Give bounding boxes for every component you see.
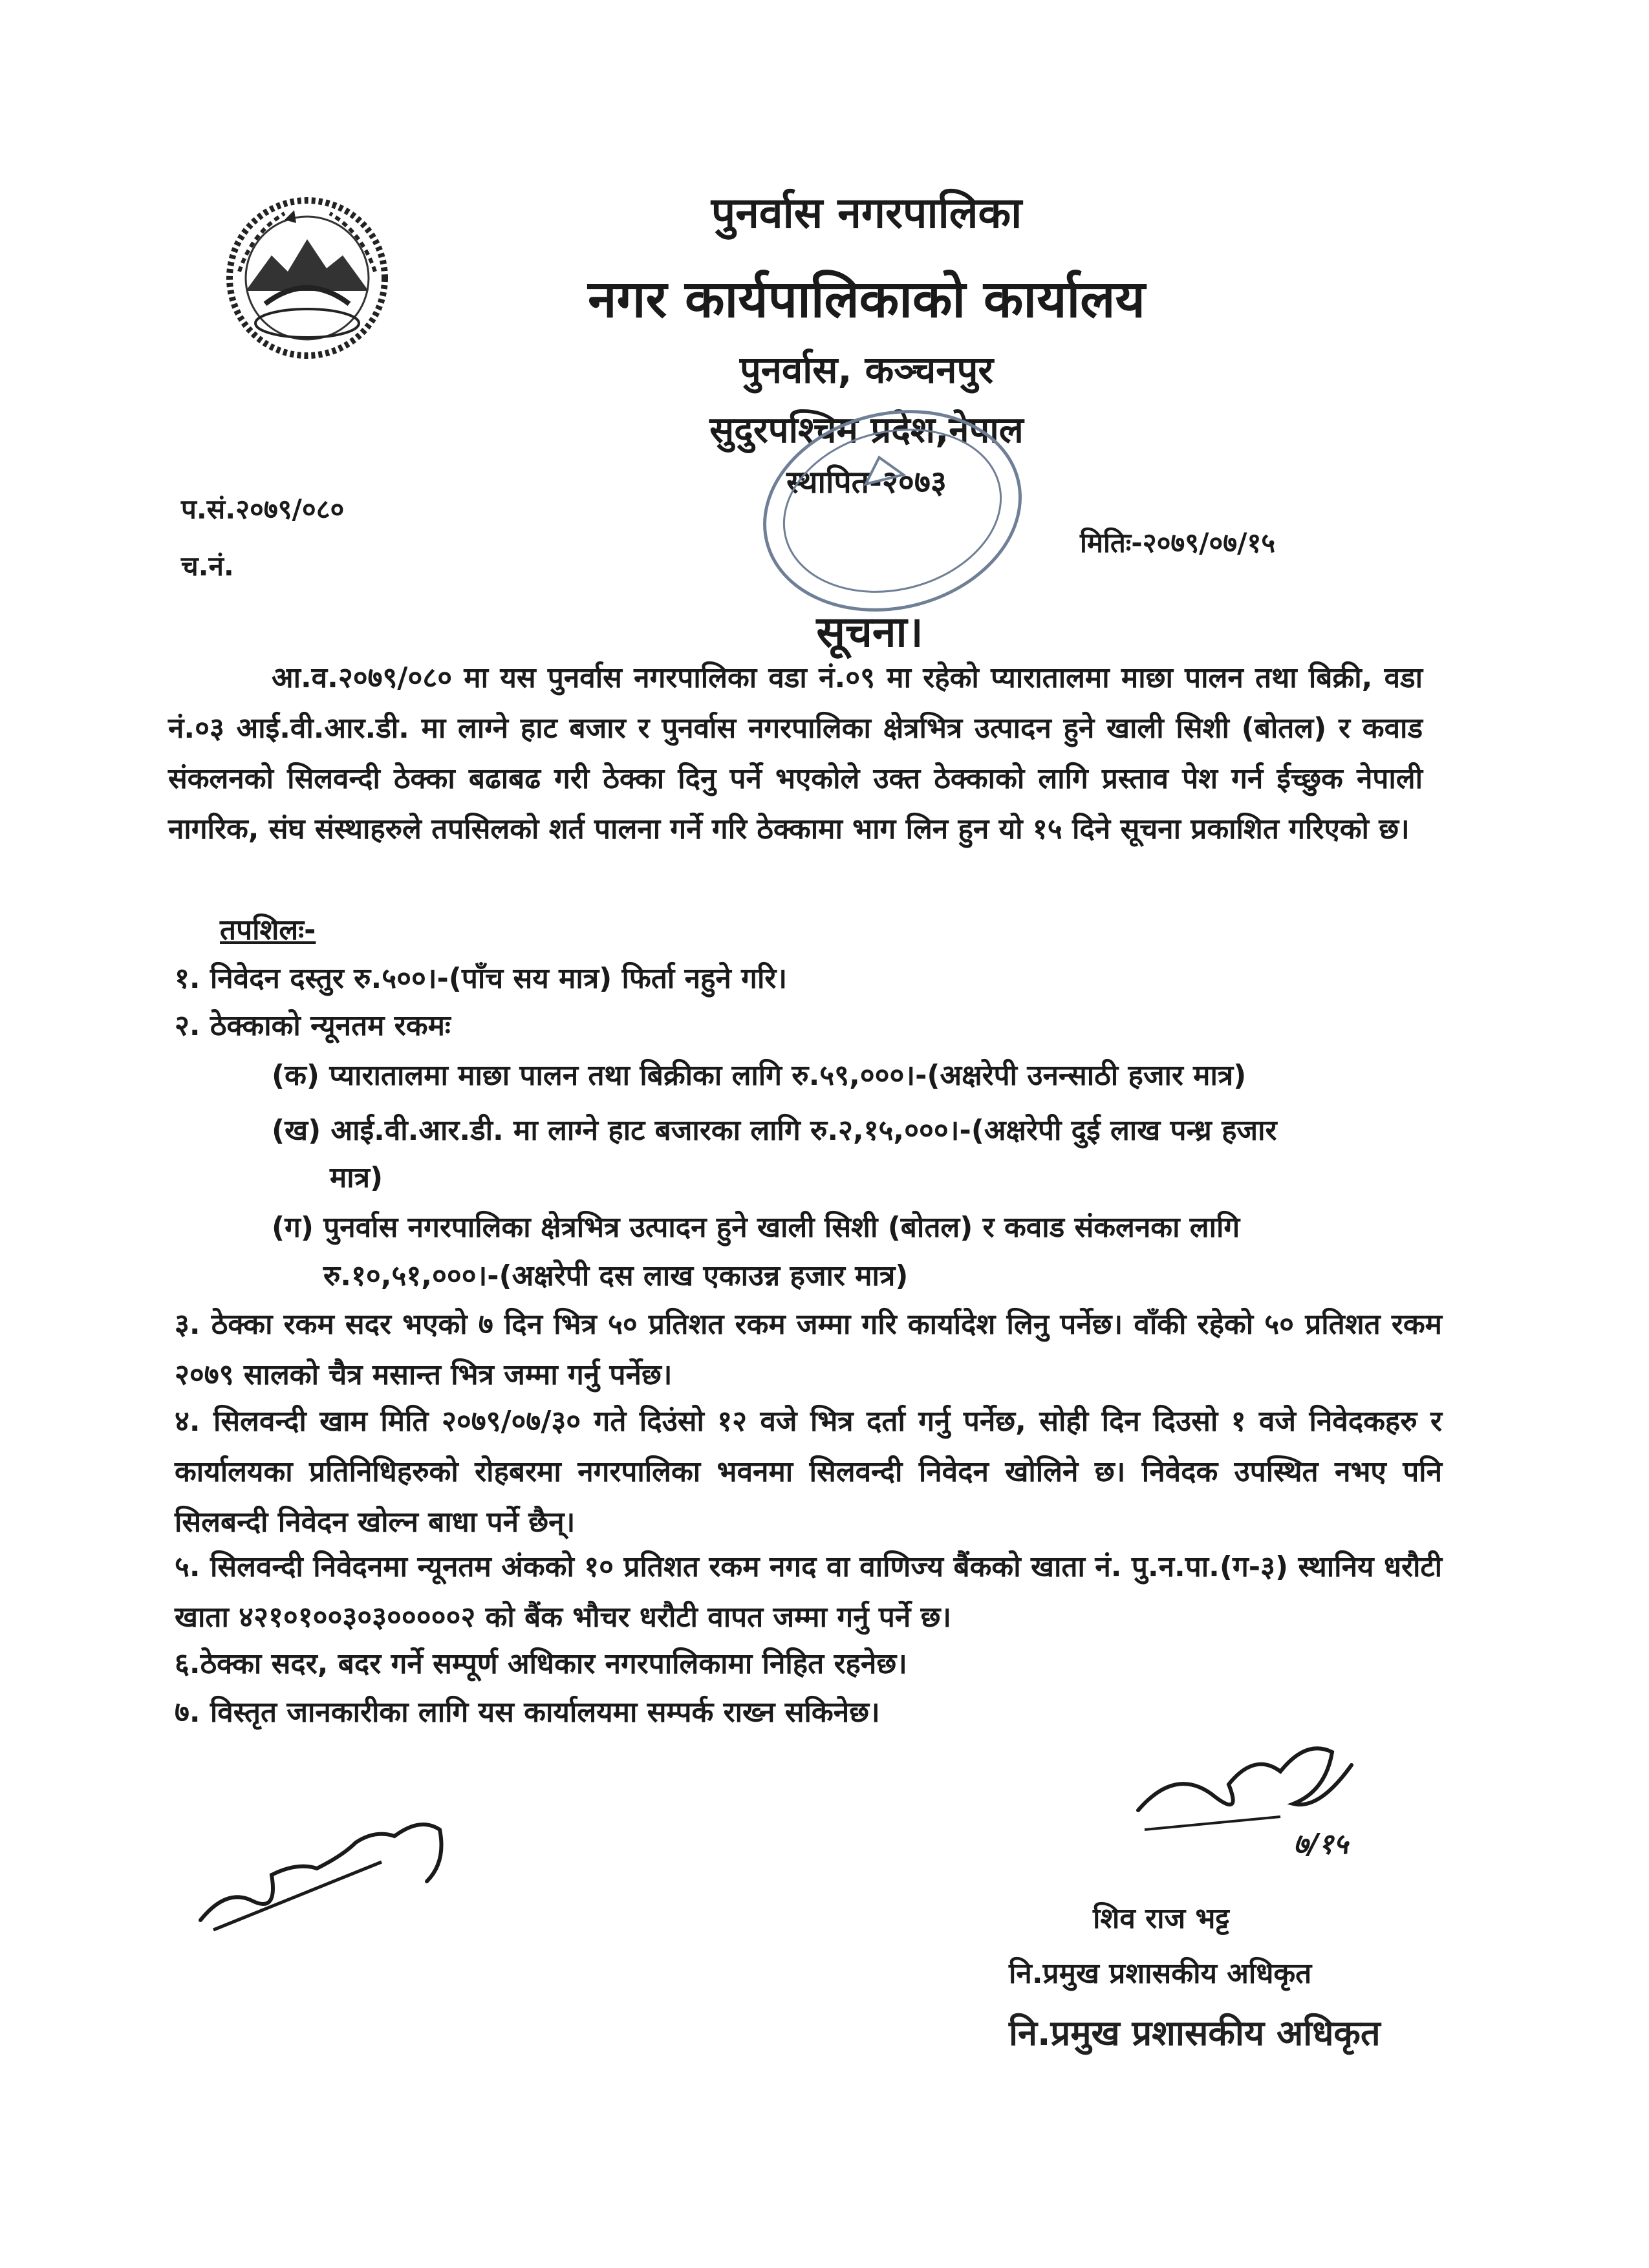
reference-number: प.सं.२०७९/०८० xyxy=(181,493,345,525)
signatory-title-stamp: नि.प्रमुख प्रशासकीय अधिकृत xyxy=(1009,2013,1381,2053)
notice-intro-paragraph: आ.व.२०७९/०८० मा यस पुनर्वास नगरपालिका वडा नं.०९ मा रहेको प्यारातालमा माछा पालन तथा बिक्री, वडा नं.०३ आई.वी.आर.डी. मा लाग्ने हाट बजार र पुनर्वास नगरपालिका क्षेत्रभित्र उत्पादन हुने खाली सिशी (बोतल) र कवाड संकलनको सिलवन्दी ठेक्का बढाबढ गरी ठेक्का दिनु पर्ने भएकोले उक्त ठेक्काको लागि प्रस्ताव पेश गर्न ईच्छुक नेपाली नागरिक, संघ संस्थाहरुले तपसिलको शर्त पालना गर्ने गरि ठेक्कामा भाग लिन हुन यो १५ दिने सूचना प्रकाशित गरिएको छ। xyxy=(168,661,1423,846)
notice-title: सूचना। xyxy=(816,607,923,657)
header-established: स्थापित-२०७३ xyxy=(786,464,947,500)
header-municipality-name: पुनर्वास नगरपालिका xyxy=(711,188,1022,238)
right-handwritten-signature xyxy=(1125,1726,1397,1856)
condition-item-2-ga: (ग) पुनर्वास नगरपालिका क्षेत्रभित्र उत्पादन हुने खाली सिशी (बोतल) र कवाड संकलनका लागि xyxy=(272,1211,1240,1244)
condition-item-5: ५. सिलवन्दी निवेदनमा न्यूनतम अंकको १० प्रतिशत रकम नगद वा वाणिज्य बैंकको खाता नं. पु.न.पा.(ग-३) स्थानिय धरौटी खाता ४२१०१००३०३०००००२ को बैंक भौचर धरौटी वापत जम्मा गर्नु पर्ने छ। xyxy=(175,1550,1442,1634)
header-office-name: नगर कार्यपालिकाको कार्यालय xyxy=(588,269,1145,329)
details-label: तपशिलः- xyxy=(220,914,316,947)
signature-date-note: ७/१५ xyxy=(1293,1828,1348,1861)
condition-item-4: ४. सिलवन्दी खाम मिति २०७९/०७/३० गते दिउंसो १२ वजे भित्र दर्ता गर्नु पर्नेछ, सोही दिन दिउसो १ वजे निवेदकहरु र कार्यालयका प्रतिनिधिहरुको रोहबरमा नगरपालिका भवनमा सिलवन्दी निवेदन खोलिने छ। निवेदक उपस्थित नभए पनि सिलबन्दी निवेदन खोल्न बाधा पर्ने छैन्। xyxy=(175,1405,1442,1539)
left-handwritten-signature xyxy=(188,1791,459,1946)
condition-item-2-kha: (ख) आई.वी.आर.डी. मा लाग्ने हाट बजारका लागि रु.२,१५,०००।-(अक्षरेपी दुई लाख पन्ध्र हजार xyxy=(272,1114,1277,1147)
condition-item-3: ३. ठेक्का रकम सदर भएको ७ दिन भित्र ५० प्रतिशत रकम जम्मा गरि कार्यादेश लिनु पर्नेछ। वाँकी रहेको ५० प्रतिशत रकम २०७९ सालको चैत्र मसान्त भित्र जम्मा गर्नु पर्नेछ। xyxy=(175,1308,1442,1391)
dispatch-number: च.नं. xyxy=(181,550,234,582)
document-date: मितिः-२०७९/०७/१५ xyxy=(1080,527,1276,559)
condition-item-2-ga-cont: रु.१०,५१,०००।-(अक्षरेपी दस लाख एकाउन्न हजार मात्र) xyxy=(323,1259,909,1292)
signatory-title: नि.प्रमुख प्रशासकीय अधिकृत xyxy=(1009,1957,1312,1990)
office-stamp xyxy=(744,394,1041,627)
header-province: सुदुरपश्चिम प्रदेश,नेपाल xyxy=(709,409,1024,451)
condition-item-6: ६.ठेक्का सदर, बदर गर्ने सम्पूर्ण अधिकार नगरपालिकामा निहित रहनेछ। xyxy=(175,1647,907,1680)
condition-item-1: १. निवेदन दस्तुर रु.५००।-(पाँच सय मात्र) फिर्ता नहुने गरि। xyxy=(175,962,788,995)
header-address: पुनर्वास, कञ्चनपुर xyxy=(739,348,994,392)
condition-item-2: २. ठेक्काको न्यूनतम रकमः xyxy=(175,1009,451,1042)
signatory-name: शिव राज भट्ट xyxy=(1093,1902,1229,1935)
condition-item-2-ka: (क) प्यारातालमा माछा पालन तथा बिक्रीका लागि रु.५९,०००।-(अक्षरेपी उनन्साठी हजार मात्र) xyxy=(272,1059,1247,1092)
condition-item-7: ७. विस्तृत जानकारीका लागि यस कार्यालयमा सम्पर्क राख्न सकिनेछ। xyxy=(175,1696,880,1729)
condition-item-2-kha-cont: मात्र) xyxy=(330,1161,383,1194)
